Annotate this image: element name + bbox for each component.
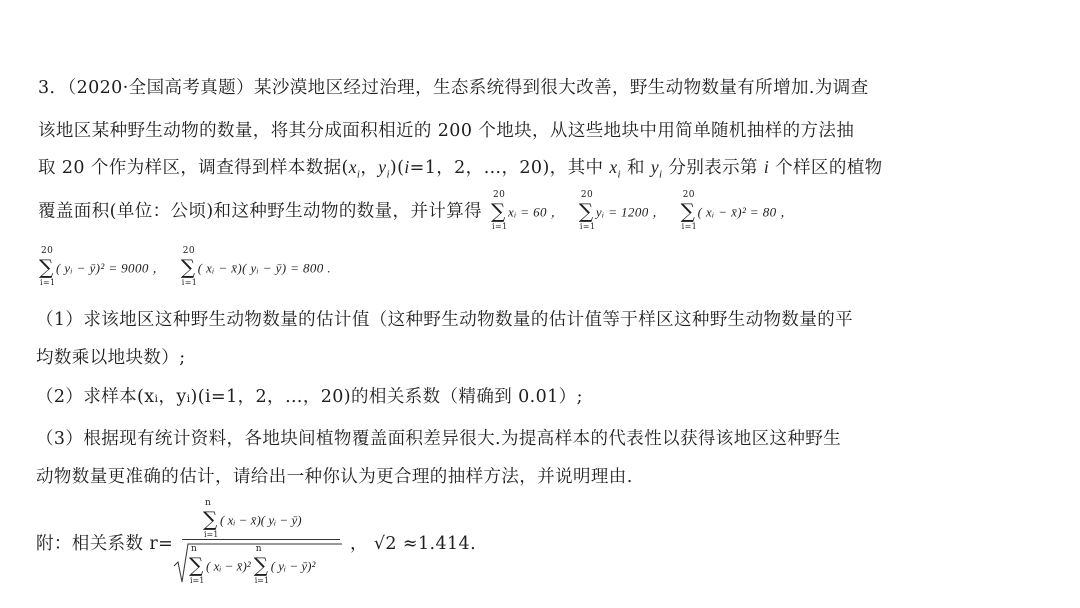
appendix-label: 附：相关系数 r=	[36, 534, 174, 554]
sum-sign-2: 20 ∑ i=1	[578, 190, 596, 231]
xi-symbol-2: $x_i$	[609, 157, 621, 181]
line3-text-f: 个样区的植物	[769, 158, 883, 178]
line3-text-d: 和	[621, 158, 651, 178]
problem-line-2: 该地区某种野生动物的数量，将其分成面积相近的 200 个地块，从这些地块中用简单随机抽样的方法抽	[38, 121, 855, 141]
numerator-text: ( xᵢ − x̄)( yᵢ − ȳ)	[220, 512, 302, 528]
sum-sign-5: 20 ∑ i=1	[180, 246, 198, 287]
denominator-x-text: ( xᵢ − x̄)²	[206, 558, 251, 574]
yi-symbol-2: $y_i$	[650, 157, 663, 181]
denominator-y-text: ( yᵢ − ȳ)²	[270, 558, 316, 574]
sum-x-value: xᵢ = 60 ，	[508, 204, 564, 220]
problem-line-1: 3．（2020·全国高考真题）某沙漠地区经过治理，生态系统得到很大改善，野生动物数量有所增加.为调查	[38, 78, 869, 98]
den-sum-sign-2: n ∑ i=1	[253, 544, 270, 585]
i-symbol: i	[404, 157, 410, 177]
sum-sign-4: 20 ∑ i=1	[39, 246, 56, 287]
question-3-line-1: （3）根据现有统计资料，各地块间植物覆盖面积差异很大.为提高样本的代表性以获得该地区这种野生	[36, 429, 842, 449]
line4-text: 覆盖面积(单位：公顷)和这种野生动物的数量，并计算得	[38, 201, 483, 222]
question-1-line-2: 均数乘以地块数）;	[36, 348, 186, 368]
sum-x-dev-value: ( xᵢ − x̄)² = 80 ，	[697, 204, 794, 220]
den-sum-sign-1: n ∑ i=1	[189, 544, 205, 585]
xi-symbol: $x_i$	[348, 157, 361, 181]
formula-denominator	[186, 546, 315, 586]
question-3-line-2: 动物数量更准确的估计，请给出一种你认为更合理的抽样方法，并说明理由.	[36, 467, 633, 487]
yi-symbol: $y_i$	[378, 157, 390, 181]
line3-text-b: )(	[389, 158, 405, 178]
appendix-tail: ， √2 ≈1.414.	[350, 534, 477, 554]
problem-line-4	[38, 192, 794, 232]
sum-sign-1: 20 ∑ i=1	[491, 190, 508, 231]
i-symbol-2: i	[763, 157, 770, 177]
num-sum-sign: n ∑ i=1	[203, 498, 219, 539]
question-2: （2）求样本(xᵢ，yᵢ)(i=1，2，…，20)的相关系数（精确到 0.01）;	[36, 387, 583, 407]
sum-sign-3: 20 ∑ i=1	[680, 190, 698, 231]
comma: ，	[360, 158, 379, 178]
line3-text-a: 取 20 个作为样区，调查得到样本数据(	[38, 158, 349, 178]
sum-y-dev-value: ( yᵢ − ȳ)² = 9000 ，	[56, 260, 166, 276]
line3-text-e: 分别表示第	[662, 158, 764, 178]
sum-y-value: yᵢ = 1200 ，	[595, 204, 666, 220]
problem-line-5	[36, 248, 331, 288]
sum-xy-dev-value: ( xᵢ − x̄)( yᵢ − ȳ) = 800 .	[197, 260, 331, 276]
question-1-line-1: （1）求该地区这种野生动物数量的估计值（这种野生动物数量的估计值等于样区这种野生动物数量的平	[36, 310, 854, 330]
problem-line-3	[38, 154, 883, 181]
formula-numerator	[200, 500, 302, 540]
line3-text-c: =1，2，…，20)，其中	[409, 158, 610, 178]
